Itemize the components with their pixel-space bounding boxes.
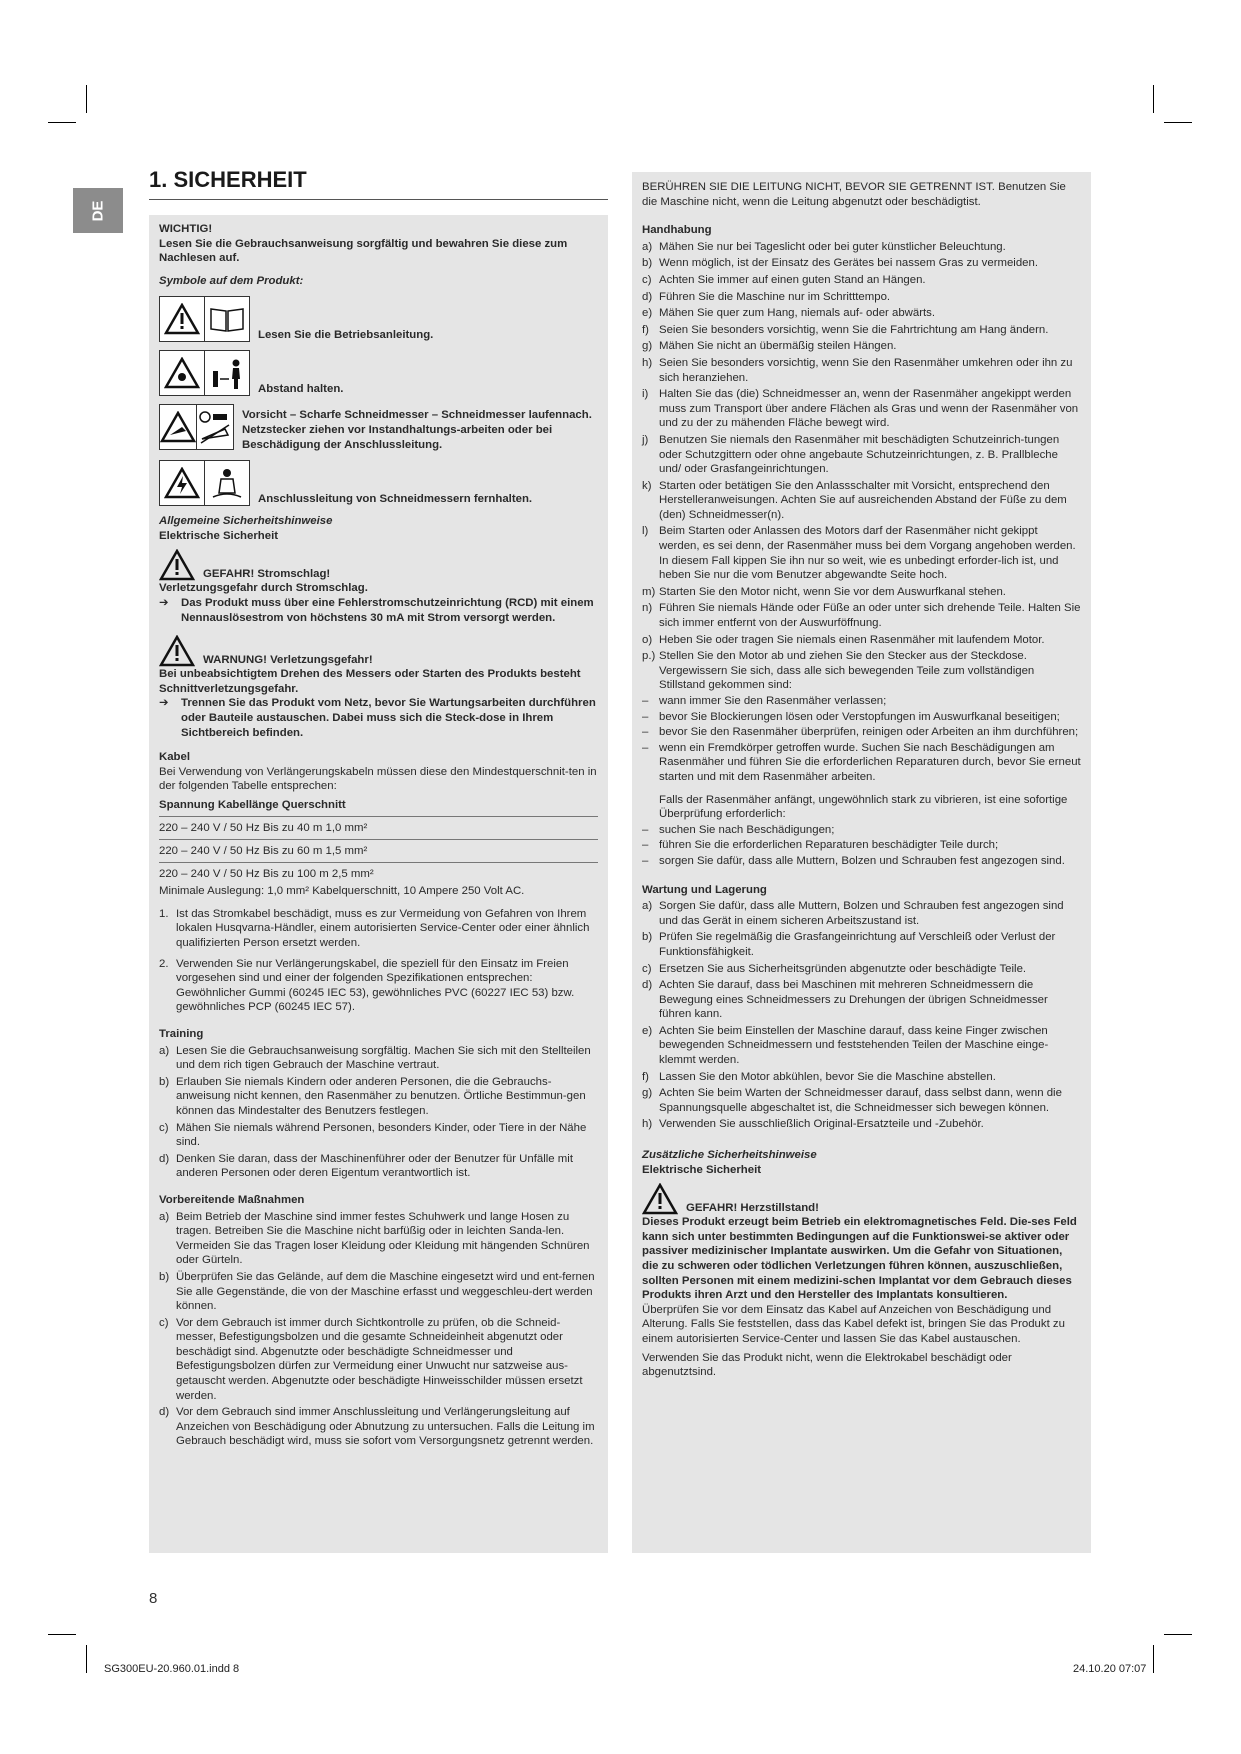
list-item: b) Wenn möglich, ist der Einsatz des Gerätes bei nassem Gras zu vermeiden. <box>642 257 1039 270</box>
warning-triangle-icon <box>159 635 195 667</box>
stop-conditions-list <box>642 694 1081 785</box>
rcd-instruction <box>159 596 598 625</box>
warning-injury-label: WARNUNG! Verletzungsgefahr! <box>203 653 373 666</box>
crop-mark <box>1164 122 1192 123</box>
keep-distance-icon <box>205 350 250 396</box>
unplug-before-maintenance-icon <box>197 404 234 450</box>
language-tab: DE <box>73 188 123 233</box>
arrow-icon: ➔ <box>159 596 169 609</box>
list-item: a) Beim Betrieb der Maschine sind immer festes Schuhwerk und lange Hosen zu tragen. Betreiben Sie die Maschine nicht barfüßig oder in leichten Sanda-len. Vermeiden Sie das Tragen loser Kleidung oder Kleidung mit hängenden Schnüren oder Gürteln. <box>159 1210 590 1267</box>
electrical-safety-heading: Elektrische Sicherheit <box>642 1163 762 1176</box>
symbol-row-distance <box>159 350 598 396</box>
training-list <box>159 1044 598 1181</box>
handhabung-list <box>642 240 1081 693</box>
list-item: c) Mähen Sie niemals während Personen, besonders Kinder, oder Tiere in der Nähe sind. <box>159 1121 587 1149</box>
list-item: h) Seien Sie besonders vorsichtig, wenn Sie den Rasenmäher umkehren oder ihn zu sich heranziehen. <box>642 356 1073 384</box>
danger-electric-subtext: Verletzungsgefahr durch Stromschlag. <box>159 582 368 595</box>
list-item: c) Vor dem Gebrauch ist immer durch Sichtkontrolle zu prüfen, ob die Schneid-messer, Befestigungsbolzen und die gesamte Schneideinheit abgenutzt oder beschädigt sind. Abgenutzte oder beschädigte Schneidmesser und Befestigungsbolzen dürfen zur Vermeidung einer Unwucht nur satzweise aus-getauscht werden. Abgenutzte oder beschädigte Hinweisschilder müssen ersetzt werden. <box>159 1316 583 1402</box>
danger-heart-label: GEFAHR! Herzstillstand! <box>686 1201 819 1214</box>
symbol-text-blade: Vorsicht – Scharfe Schneidmesser – Schneidmesser laufennach. Netzstecker ziehen vor Instandhaltungs-arbeiten oder bei Beschädigung der Anschlussleitung. <box>242 409 592 451</box>
crop-mark <box>86 1645 87 1673</box>
minimum-spec-text: Minimale Auslegung: 1,0 mm² Kabelquerschnitt, 10 Ampere 250 Volt AC. <box>159 885 525 898</box>
warning-injury-row <box>159 635 598 667</box>
page-number: 8 <box>149 1590 158 1607</box>
list-item: g) Mähen Sie nicht an übermäßig steilen Hängen. <box>642 340 897 353</box>
crop-mark <box>1153 1645 1154 1673</box>
warning-injury-text: Bei unbeabsichtigtem Drehen des Messers oder Starten des Produkts besteht Schnittverletzungsgefahr. <box>159 668 581 695</box>
kabel-heading: Kabel <box>159 751 191 764</box>
right-column <box>632 172 1091 1553</box>
list-item: e) Mähen Sie quer zum Hang, niemals auf- oder abwärts. <box>642 307 936 320</box>
vibration-text: Falls der Rasenmäher anfängt, ungewöhnlich stark zu vibrieren, ist eine sofortige Überprüfung erforderlich: <box>659 793 1068 821</box>
list-item: d) Denken Sie daran, dass der Maschinenführer oder der Benutzer für Unfälle mit anderen Personen oder deren Eigentum verantwortlich ist. <box>159 1152 573 1180</box>
crop-mark <box>48 1634 76 1635</box>
symbol-row-manual <box>159 296 598 342</box>
symbol-row-cable <box>159 460 598 506</box>
list-item: i) Halten Sie das (die) Schneidmesser an, wenn der Rasenmäher angekippt werden muss zum Transport über andere Flächen als Gras und wenn der Rasenmäher von und zu der zu mähenden Fläche bewegt wird. <box>642 388 1079 430</box>
warning-triangle-icon <box>159 549 195 581</box>
list-item: e) Achten Sie beim Einstellen der Maschine darauf, dass keine Finger zwischen bewegenden Schneidmessern und feststehenden Teilen der Maschine einge-klemmt werden. <box>642 1024 1049 1067</box>
handhabung-heading: Handhabung <box>642 224 712 237</box>
symbol-text-manual: Lesen Sie die Betriebsanleitung. <box>258 328 434 341</box>
preparation-list <box>159 1210 598 1450</box>
crop-mark <box>86 85 87 113</box>
table-row: 220 – 240 V / 50 Hz Bis zu 40 m 1,0 mm² <box>159 816 598 839</box>
list-item: p.) Stellen Sie den Motor ab und ziehen Sie den Stecker aus der Steckdose. Vergewissern Sie sich, dass alle sich bewegenden Teile zum vollständigen Stillstand gekommen sind: <box>642 650 1035 692</box>
page-title: 1. SICHERHEIT <box>149 167 307 192</box>
list-item: a) Lesen Sie die Gebrauchsanweisung sorgfältig. Machen Sie sich mit den Stellteilen und dem rich tigen Gebrauch der Maschine vertraut. <box>159 1044 591 1072</box>
wichtig-text: Lesen Sie die Gebrauchsanweisung sorgfältig und bewahren Sie diese zum Nachlesen auf. <box>159 237 568 265</box>
list-item: – suchen Sie nach Beschädigungen; <box>642 823 835 836</box>
electrical-safety-heading: Elektrische Sicherheit <box>159 529 279 542</box>
list-item: n) Führen Sie niemals Hände oder Füße an oder unter sich drehende Teile. Halten Sie sich immer entfernt von der Auswurföffnung. <box>642 602 1081 630</box>
title-divider <box>149 199 608 200</box>
list-item: d) Vor dem Gebrauch sind immer Anschlussleitung und Verlängerungsleitung auf Anzeichen von Beschädigung oder Abnutzung zu untersuchen. Falls die Leitung im Gebrauch beschädigt wird, muss sie sofort vom Versorgungsnetz getrennt werden. <box>159 1406 595 1448</box>
list-item: d) Führen Sie die Maschine nur im Schritttempo. <box>642 290 891 303</box>
cable-check-text: Überprüfen Sie vor dem Einsatz das Kabel auf Anzeichen von Beschädigung und Alterung. Falls Sie feststellen, dass das Kabel defekt ist, bringen Sie das Produkt zu einem autorisierten Service-Center und lassen Sie das Kabel austauschen. <box>642 1303 1065 1345</box>
danger-heart-row <box>642 1183 1081 1215</box>
footer-timestamp: 24.10.20 07:07 <box>1073 1663 1147 1675</box>
table-row: 220 – 240 V / 50 Hz Bis zu 100 m 2,5 mm² <box>159 862 598 885</box>
list-item: 2. Verwenden Sie nur Verlängerungskabel, die speziell für den Einsatz im Freien vorgesehen sind und einer der folgenden Spezifikationen entsprechen: Gewöhnlicher Gummi (60245 IEC 53), gewöhnliches PVC (60227 IEC 53) bzw. gewöhnliches PCP (60245 IEC 57). <box>159 957 575 1014</box>
list-item: b) Prüfen Sie regelmäßig die Grasfangeinrichtung auf Verschleiß oder Verlust der Funktionsfähigkeit. <box>642 931 1056 958</box>
warning-triangle-icon <box>642 1183 678 1215</box>
crop-mark <box>1164 1634 1192 1635</box>
left-column <box>149 215 608 1553</box>
symbol-text-cable: Anschlussleitung von Schneidmessern fernhalten. <box>258 492 533 505</box>
symbols-heading: Symbole auf dem Produkt: <box>159 274 304 287</box>
list-item: – bevor Sie den Rasenmäher überprüfen, reinigen oder Arbeiten an ihm durchführen; <box>642 726 1079 739</box>
cable-away-from-blade-icon <box>205 460 250 506</box>
list-item: m) Starten Sie den Motor nicht, wenn Sie vor dem Auswurfkanal stehen. <box>642 585 1006 598</box>
cable-numbered-list <box>159 907 598 1015</box>
list-item: d) Achten Sie darauf, dass bei Maschinen mit mehreren Schneidmessern die Bewegung eines Schneidmessers zu Drehungen der übrigen Schneidmesser führen kann. <box>642 979 1048 1021</box>
list-item: f) Seien Sie besonders vorsichtig, wenn Sie die Fahrtrichtung am Hang ändern. <box>642 323 1049 336</box>
danger-electric-label: GEFAHR! Stromschlag! <box>203 567 331 580</box>
list-item: – wenn ein Fremdkörper getroffen wurde. Suchen Sie nach Beschädigungen am Rasenmäher und führen Sie die erforderlichen Reparaturen durch, bevor Sie erneut starten und mit dem Rasenmäher arbeiten. <box>642 741 1081 783</box>
list-item: – sorgen Sie dafür, dass alle Muttern, Bolzen und Schrauben fest angezogen sind. <box>642 854 1065 867</box>
general-safety-heading: Allgemeine Sicherheitshinweise <box>159 515 333 528</box>
cable-intro-text: BERÜHREN SIE DIE LEITUNG NICHT, BEVOR SIE GETRENNT IST. Benutzen Sie die Maschine nicht, wenn die Leitung abgenutzt oder beschädigtist. <box>642 181 1066 208</box>
crop-mark <box>48 122 76 123</box>
list-item: o) Heben Sie oder tragen Sie niemals einen Rasenmäher mit laufendem Motor. <box>642 633 1045 646</box>
list-item: l) Beim Starten oder Anlassen des Motors darf der Rasenmäher nicht gekippt werden, es sei denn, der Rasenmäher muss bei dem Vorgang angehoben werden. In diesem Fall kippen Sie ihn nur so weit, wie es unbedingt erforder-lich ist, und heben Sie nur die vom Benutzer abgewandte Seite hoch. <box>642 525 1076 582</box>
warning-triangle-icon <box>159 296 205 342</box>
unplug-instruction <box>159 696 598 740</box>
list-item: 1. Ist das Stromkabel beschädigt, muss es zur Vermeidung von Gefahren von Ihrem lokalen Husqvarna-Händler, einem autorisierten Service-Center oder einer ähnlich qualifizierten Person ersetzt werden. <box>159 907 590 950</box>
wichtig-heading: WICHTIG! <box>159 223 213 235</box>
rcd-instruction-text: Das Produkt muss über eine Fehlerstromschutzeinrichtung (RCD) mit einem Nennauslösestrom von höchstens 30 mA mit Strom versorgt werden. <box>181 596 594 624</box>
list-item: h) Verwenden Sie ausschließlich Original-Ersatzteile und -Zubehör. <box>642 1118 984 1131</box>
warning-triangle-icon <box>159 350 205 396</box>
list-item: – bevor Sie Blockierungen lösen oder Verstopfungen im Auswurfkanal beseitigen; <box>642 710 1060 723</box>
final-warning-text: Verwenden Sie das Produkt nicht, wenn die Elektrokabel beschädigt oder abgenutztsind. <box>642 1351 1012 1379</box>
unplug-instruction-text: Trennen Sie das Produkt vom Netz, bevor Sie Wartungsarbeiten durchführen oder Bauteile austauschen. Dabei muss sich die Steck-dose in Ihrem Sichtbereich befinden. <box>181 697 596 739</box>
list-item: a) Mähen Sie nur bei Tageslicht oder bei guter künstlicher Beleuchtung. <box>642 240 1006 253</box>
list-item: k) Starten oder betätigen Sie den Anlassschalter mit Vorsicht, entsprechend den Herstelleranweisungen. Achten Sie auf ausreichenden Abstand der Füße zu dem (den) Schneidmesser(n). <box>642 479 1067 521</box>
maintenance-heading: Wartung und Lagerung <box>642 883 767 896</box>
maintenance-list <box>642 899 1081 1132</box>
warning-triangle-icon <box>159 404 197 450</box>
cable-table <box>159 816 598 884</box>
training-heading: Training <box>159 1028 204 1040</box>
list-item: f) Lassen Sie den Motor abkühlen, bevor Sie die Maschine abstellen. <box>642 1070 996 1083</box>
table-row: 220 – 240 V / 50 Hz Bis zu 60 m 1,5 mm² <box>159 839 598 862</box>
symbol-row-blade <box>159 404 598 452</box>
implant-warning-text: Dieses Produkt erzeugt beim Betrieb ein elektromagnetisches Feld. Die-ses Feld kann sich unter bestimmten Bedingungen auf die Funktionswei-se aktiver oder passiver medizinischer Implantate auswirken. Um die Gefahr von Situationen, die zu schweren oder tödlichen Verletzungen führen können, auszuschließen, sollten Personen mit einem medizini-schen Implantat vor dem Gebrauch dieses Produkts ihren Arzt und den Hersteller des Implantats konsultieren. <box>642 1216 1077 1302</box>
arrow-icon: ➔ <box>159 697 169 710</box>
cable-table-header: Spannung Kabellänge Querschnitt <box>159 798 346 811</box>
footer-filename: SG300EU-20.960.01.indd 8 <box>104 1663 240 1675</box>
list-item: a) Sorgen Sie dafür, dass alle Muttern, Bolzen und Schrauben fest angezogen sind und das Gerät in einem sicheren Arbeitszustand ist. <box>642 900 1064 927</box>
list-item: c) Ersetzen Sie aus Sicherheitsgründen abgenutzte oder beschädigte Teile. <box>642 962 1027 975</box>
crop-mark <box>1153 85 1154 113</box>
list-item: j) Benutzen Sie niemals den Rasenmäher mit beschädigten Schutzeinrich-tungen oder Schutzgittern oder ohne angebaute Schutzeinrichtungen, z. B. Prallbleche und/ oder Grasfangeinrichtungen. <box>642 433 1060 476</box>
list-item: g) Achten Sie beim Warten der Schneidmesser darauf, dass selbst dann, wenn die Spannungsquelle abgeschaltet ist, die Schneidmesser sich bewegen können. <box>642 1087 1062 1114</box>
list-item: c) Achten Sie immer auf einen guten Stand an Hängen. <box>642 273 926 286</box>
manual-book-icon <box>205 296 250 342</box>
danger-electric-row <box>159 549 598 581</box>
kabel-text: Bei Verwendung von Verlängerungskabeln müssen diese den Mindestquerschnit-ten in der folgenden Tabelle entsprechen: <box>159 765 597 793</box>
additional-safety-heading: Zusätzliche Sicherheitshinweise <box>642 1149 817 1162</box>
list-item: b) Überprüfen Sie das Gelände, auf dem die Maschine eingesetzt wird und ent-fernen Sie alle Gegenstände, die von der Maschine erfasst und weggeschleu-dert werden können. <box>159 1270 595 1313</box>
list-item: – führen Sie die erforderlichen Reparaturen beschädigter Teile durch; <box>642 839 999 852</box>
list-item: b) Erlauben Sie niemals Kindern oder anderen Personen, die die Gebrauchs-anweisung nicht kennen, den Rasenmäher zu benutzen. Örtliche Bestimmun-gen können das Mindestalter des Benutzers festlegen. <box>159 1075 586 1117</box>
electric-hazard-icon <box>159 460 205 506</box>
preparation-heading: Vorbereitende Maßnahmen <box>159 1193 305 1206</box>
symbol-text-distance: Abstand halten. <box>258 382 344 395</box>
list-item: – wann immer Sie den Rasenmäher verlassen; <box>642 695 887 707</box>
vibration-list <box>642 823 1081 869</box>
